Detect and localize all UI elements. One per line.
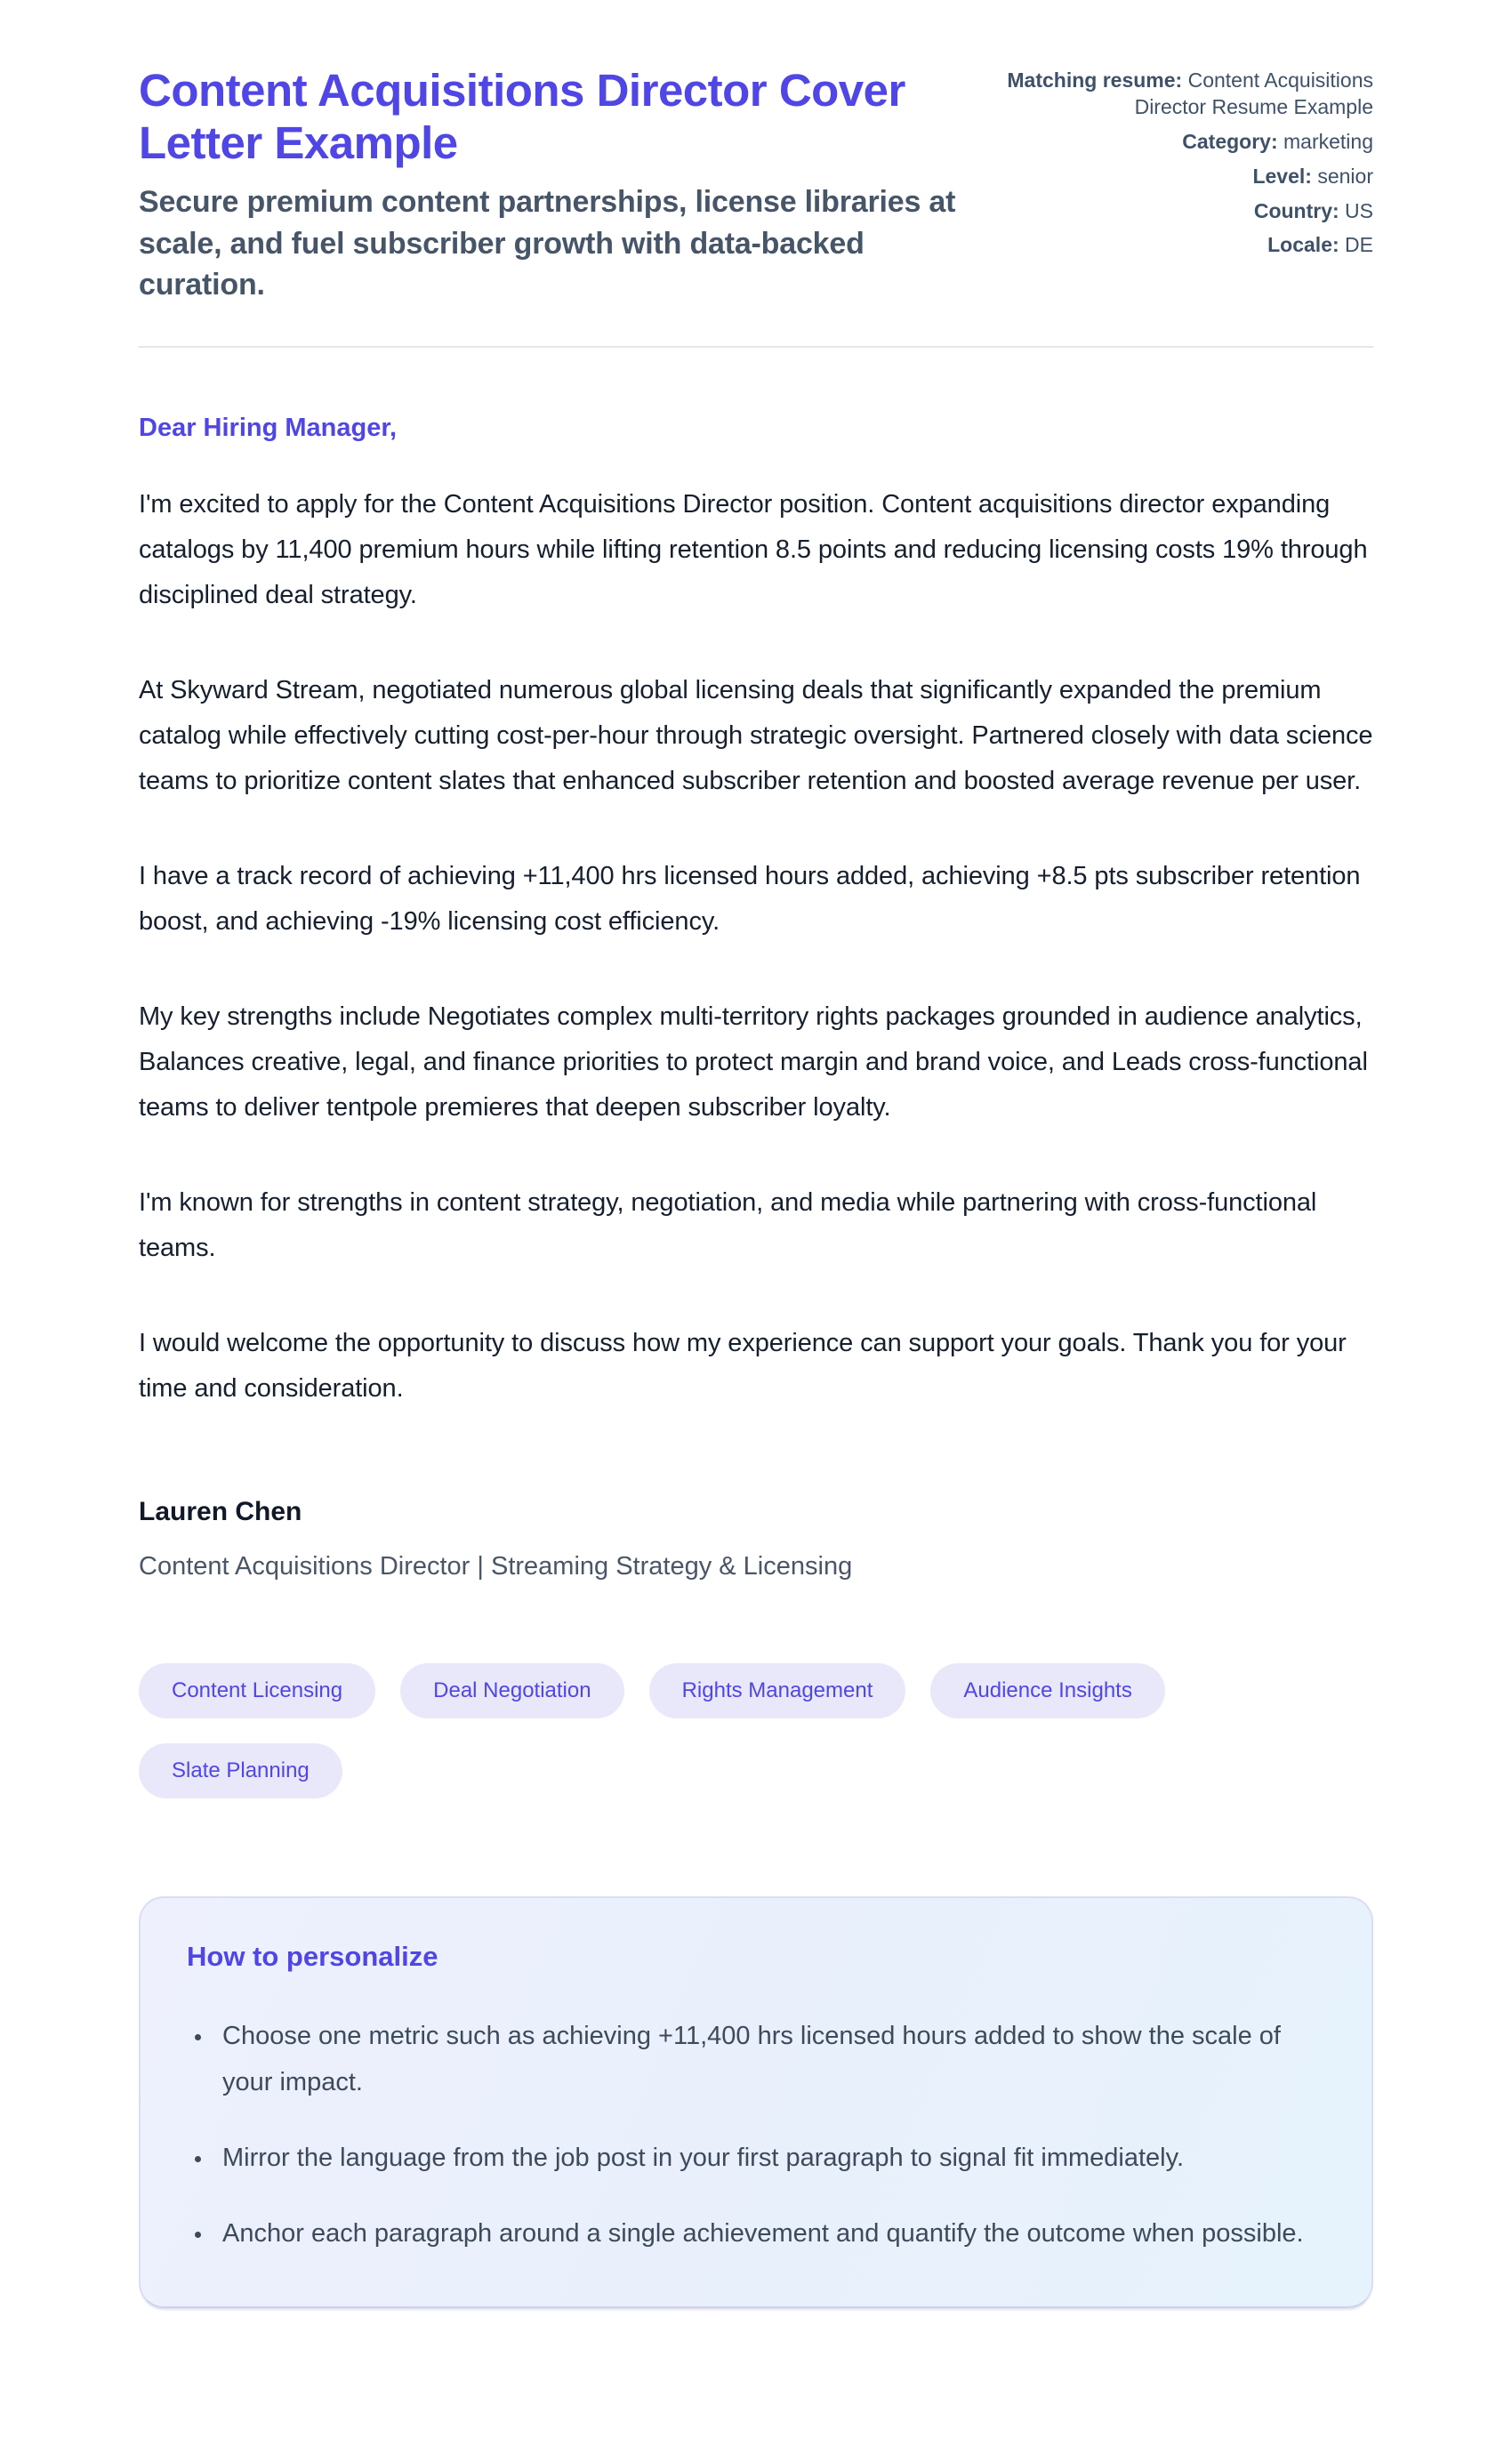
personalize-tip-anchor-paragraph: • Anchor each paragraph around a single achievement and quantify the outcome when possible. — [213, 2211, 1325, 2257]
tag-content-licensing[interactable]: Content Licensing — [139, 1663, 375, 1718]
page-subtitle: Secure premium content partnerships, license libraries at scale, and fuel subscriber growth with data-backed curation. — [139, 185, 956, 302]
letter-paragraph-experience: At Skyward Stream, negotiated numerous global licensing deals that significantly expanded the premium catalog while effectively cutting cost-per-hour through strategic oversight. Partnered closely with data science teams to prioritize content slates that enhanced subscriber retention and boosted average revenue per user. — [139, 676, 1373, 796]
tag-deal-negotiation[interactable]: Deal Negotiation — [400, 1663, 623, 1718]
letter-paragraph-strengths: My key strengths include Negotiates complex multi-territory rights packages grounded in audience analytics, Balances creative, legal, and finance priorities to protect margin and brand voice, and Leads cross-functional teams to deliver tentpole premieres that deepen subscriber loyalty. — [139, 1002, 1368, 1122]
level-value: senior — [1317, 164, 1373, 188]
category-value: marketing — [1283, 129, 1373, 153]
letter-body — [139, 414, 1373, 1581]
letter-paragraph-closing: I would welcome the opportunity to discuss how my experience can support your goals. Thank you for your time and consideration. — [139, 1329, 1347, 1404]
country-value: US — [1345, 198, 1373, 222]
level-label: Level: — [1252, 164, 1312, 188]
tag-slate-planning[interactable]: Slate Planning — [139, 1743, 342, 1798]
letter-paragraph-known-for: I'm known for strengths in content strategy, negotiation, and media while partnering with cross-functional teams. — [139, 1188, 1317, 1263]
letter-greeting: Dear Hiring Manager, — [139, 414, 398, 443]
locale-value: DE — [1345, 233, 1373, 257]
meta-matching-resume — [982, 68, 1373, 121]
tag-audience-insights[interactable]: Audience Insights — [930, 1663, 1164, 1718]
title-block — [139, 64, 982, 305]
tag-rights-management[interactable]: Rights Management — [649, 1663, 906, 1718]
locale-label: Locale: — [1267, 233, 1339, 257]
personalize-box — [139, 1896, 1373, 2307]
personalize-heading: How to personalize — [187, 1941, 438, 1973]
signature-title: Content Acquisitions Director | Streaming Strategy & Licensing — [139, 1552, 853, 1581]
letter-paragraph-track-record: I have a track record of achieving +11,400 hrs licensed hours added, achieving +8.5 pts subscriber retention boost, and achieving -19% licensing cost efficiency. — [139, 862, 1361, 937]
matching-resume-label: Matching resume: — [1007, 68, 1183, 92]
signature-name: Lauren Chen — [139, 1497, 302, 1527]
letter-paragraph-intro: I'm excited to apply for the Content Acquisitions Director position. Content acquisitions director expanding catalogs by 11,400 premium hours while lifting retention 8.5 points and reducing licensing costs 19% through disciplined deal strategy. — [139, 490, 1368, 610]
header — [139, 64, 1373, 305]
page-title: Content Acquisitions Director Cover Letter Example — [139, 65, 905, 169]
personalize-tip-mirror-language: • Mirror the language from the job post in your first paragraph to signal fit immediately. — [213, 2136, 1325, 2181]
personalize-tip-metric: • Choose one metric such as achieving +11,400 hrs licensed hours added to show the scale of your impact. — [213, 2014, 1325, 2104]
meta-locale — [982, 232, 1373, 259]
skill-tag-list — [139, 1663, 1373, 1798]
matching-resume-link[interactable]: Content Acquisitions Director Resume Example — [1134, 68, 1373, 118]
meta-level — [982, 164, 1373, 190]
personalize-tip-list — [187, 2014, 1325, 2256]
meta-category — [982, 129, 1373, 156]
header-divider — [139, 346, 1373, 348]
meta-panel — [982, 64, 1373, 267]
category-label: Category: — [1182, 129, 1278, 153]
meta-country — [982, 198, 1373, 225]
country-label: Country: — [1253, 198, 1339, 222]
